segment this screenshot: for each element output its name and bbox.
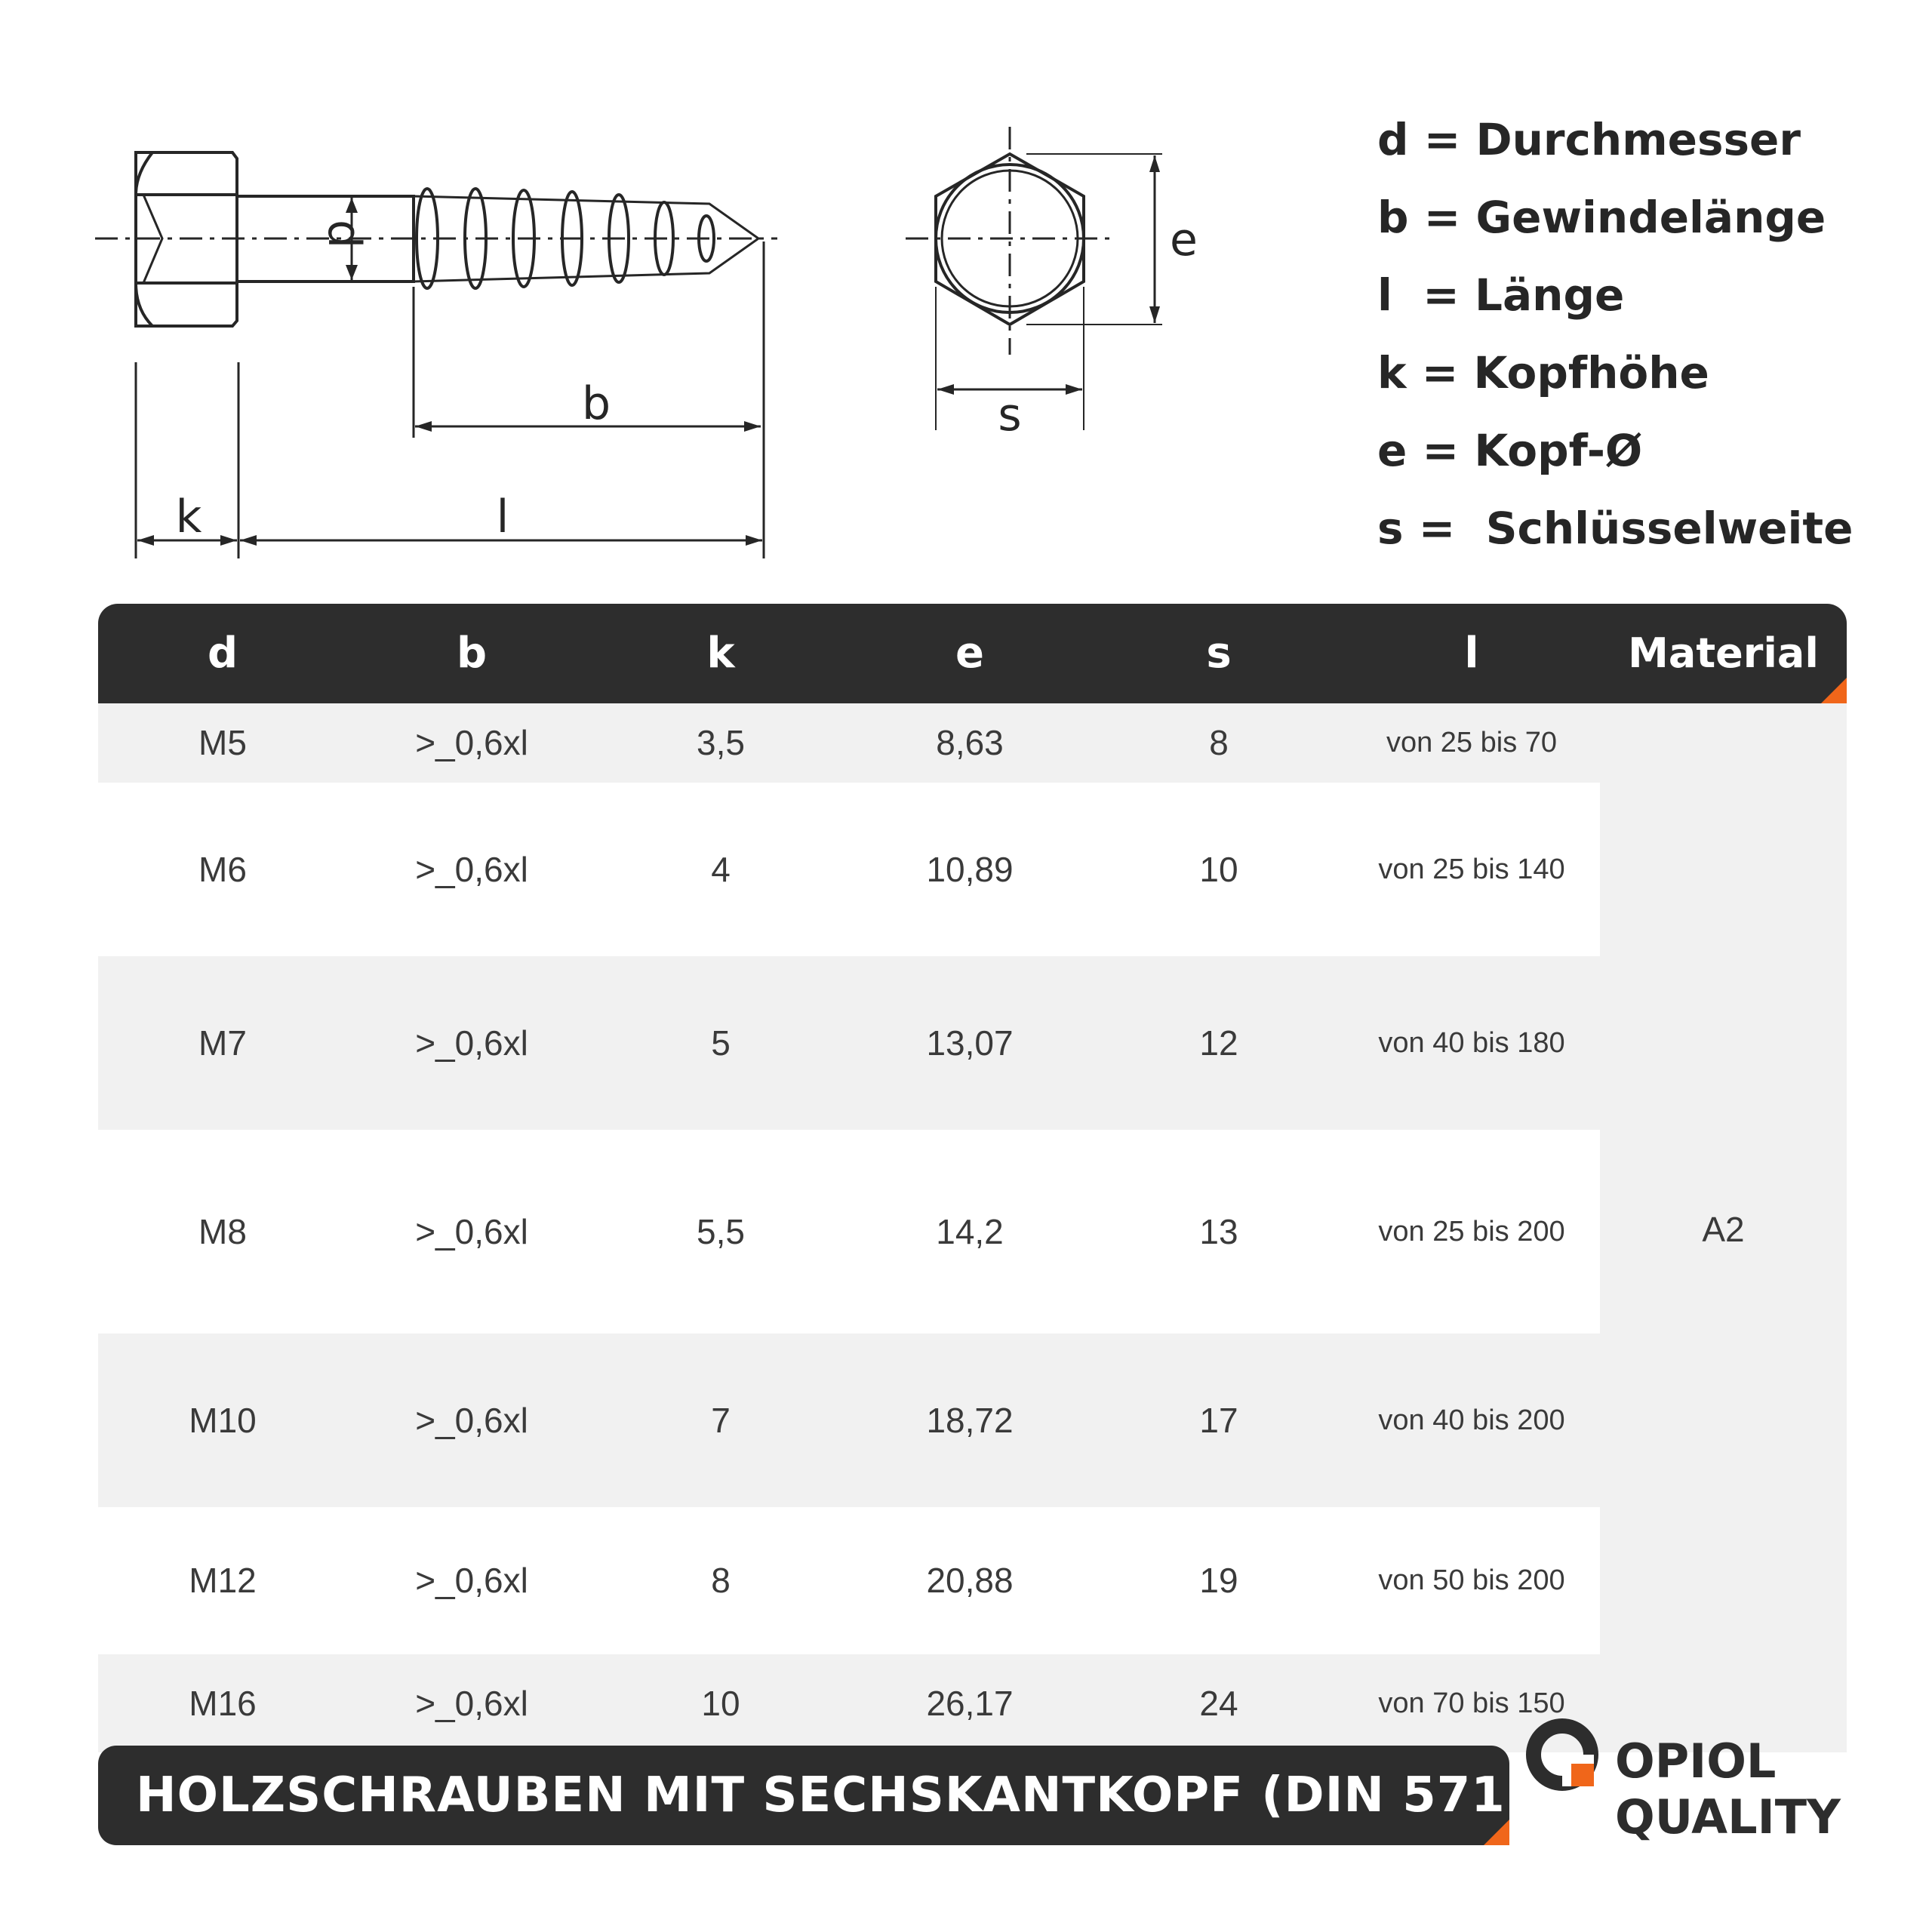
cell-e: 26,17 (926, 1684, 1014, 1723)
cell-l: von 40 bis 200 (1378, 1404, 1565, 1436)
table-body (98, 703, 1847, 1752)
legend-item-s: s = Schlüsselweite (1377, 503, 1854, 554)
header-d: d (207, 629, 238, 678)
table-row (98, 1507, 1600, 1654)
cell-b: >_0,6xl (415, 1684, 528, 1723)
cell-k: 8 (711, 1561, 731, 1600)
cell-l: von 50 bis 200 (1378, 1564, 1565, 1596)
cell-e: 10,89 (926, 850, 1014, 889)
cell-k: 7 (711, 1401, 731, 1440)
title-accent-corner (1484, 1820, 1509, 1845)
table-row (98, 1654, 1600, 1752)
cell-k: 5,5 (697, 1212, 745, 1251)
cell-d: M8 (198, 1212, 247, 1251)
dimension-legend (1377, 106, 1853, 572)
cell-l: von 70 bis 150 (1378, 1687, 1565, 1719)
cell-l: von 25 bis 140 (1378, 854, 1565, 885)
cell-d: M5 (198, 723, 247, 762)
dim-label-e: e (1170, 214, 1198, 266)
cell-l: von 25 bis 200 (1378, 1216, 1565, 1247)
cell-e: 18,72 (926, 1401, 1014, 1440)
table-row (98, 956, 1600, 1130)
dim-label-l: l (496, 491, 509, 543)
cell-e: 20,88 (926, 1561, 1014, 1600)
cell-k: 4 (711, 850, 731, 889)
product-title: HOLZSCHRAUBEN MIT SECHSKANTKOPF (DIN 571) (136, 1767, 1529, 1823)
legend-item-k: k = Kopfhöhe (1377, 347, 1709, 398)
cell-l: von 40 bis 180 (1378, 1027, 1565, 1059)
cell-d: M6 (198, 850, 247, 889)
table-row (98, 783, 1600, 956)
header-b: b (456, 629, 488, 678)
opiol-quality-logo (1524, 1717, 1849, 1868)
cell-b: >_0,6xl (415, 1561, 528, 1600)
table-header (98, 604, 1847, 703)
logo-text-line1: OPIOL (1615, 1734, 1777, 1789)
cell-s: 12 (1199, 1023, 1238, 1063)
header-accent-corner (1821, 678, 1847, 703)
cell-d: M10 (189, 1401, 257, 1440)
legend-item-b: b = Gewindelänge (1377, 192, 1826, 243)
cell-s: 10 (1199, 850, 1238, 889)
cell-e: 8,63 (936, 723, 1004, 762)
cell-s: 24 (1199, 1684, 1238, 1723)
cell-b: >_0,6xl (415, 1023, 528, 1063)
header-e: e (955, 629, 984, 678)
cell-e: 14,2 (936, 1212, 1004, 1251)
material-value: A2 (1702, 1210, 1745, 1249)
cell-b: >_0,6xl (415, 1212, 528, 1251)
logo-text-line2: QUALITY (1615, 1789, 1841, 1844)
cell-k: 10 (701, 1684, 740, 1723)
legend-item-d: d = Durchmesser (1377, 114, 1801, 165)
cell-d: M16 (189, 1684, 257, 1723)
cell-l: von 25 bis 70 (1386, 727, 1558, 758)
cell-d: M12 (189, 1561, 257, 1600)
header-material: Material (1628, 629, 1819, 677)
dimensions-table (98, 604, 1847, 1752)
cell-s: 13 (1199, 1212, 1238, 1251)
cell-b: >_0,6xl (415, 850, 528, 889)
table-row (98, 1334, 1600, 1507)
table-row (98, 1130, 1600, 1334)
cell-s: 19 (1199, 1561, 1238, 1600)
cell-k: 3,5 (697, 723, 745, 762)
header-l: l (1464, 629, 1479, 678)
legend-item-e: e = Kopf-Ø (1377, 425, 1643, 476)
header-s: s (1206, 629, 1232, 678)
cell-d: M7 (198, 1023, 247, 1063)
cell-e: 13,07 (926, 1023, 1014, 1063)
dim-label-k: k (175, 491, 202, 543)
dim-label-s: s (998, 389, 1022, 441)
dim-label-d: d (318, 219, 371, 249)
logo-mark-icon (1524, 1717, 1607, 1800)
header-k: k (706, 629, 735, 678)
cell-b: >_0,6xl (415, 1401, 528, 1440)
table-row (98, 703, 1600, 783)
material-column (1600, 703, 1847, 1752)
cell-k: 5 (711, 1023, 731, 1063)
cell-b: >_0,6xl (415, 723, 528, 762)
dim-label-b: b (581, 377, 611, 430)
product-title-bar (98, 1746, 1529, 1845)
cell-s: 8 (1209, 723, 1229, 762)
legend-item-l: l = Länge (1377, 269, 1625, 321)
cell-s: 17 (1199, 1401, 1238, 1440)
